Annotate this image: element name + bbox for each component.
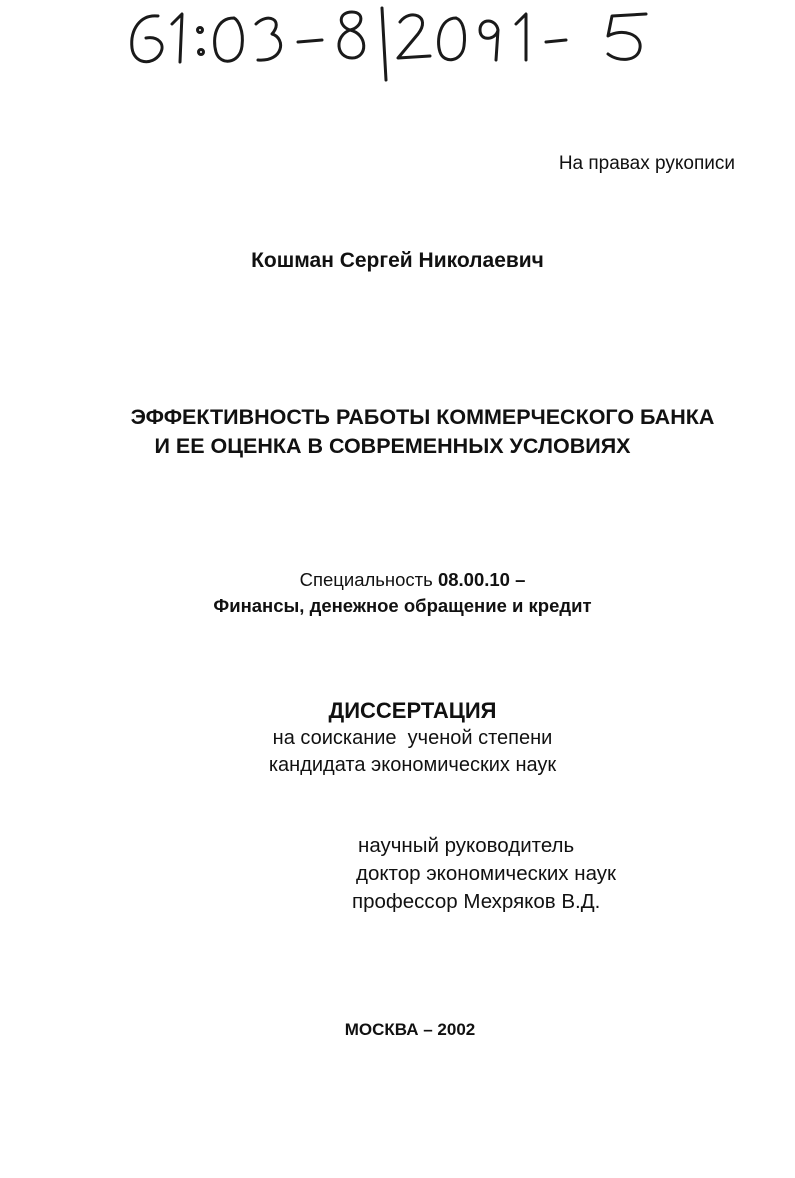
dissertation-heading: ДИССЕРТАЦИЯ — [328, 698, 497, 723]
dissertation-title — [0, 403, 795, 461]
supervisor-name: профессор Мехряков В.Д. — [352, 890, 601, 913]
supervisor-degree: доктор экономических наук — [356, 862, 616, 885]
degree-line-2: кандидата экономических наук — [268, 754, 557, 776]
title-line-2: И ЕЕ ОЦЕНКА В СОВРЕМЕННЫХ УСЛОВИЯХ — [154, 434, 631, 458]
specialty-code: 08.00.10 – — [437, 569, 526, 590]
degree-line-1: на соискание ученой степени — [272, 727, 553, 749]
degree-block — [0, 725, 795, 779]
supervisor-block — [352, 832, 616, 916]
handwritten-archive-number — [118, 0, 678, 90]
specialty-block — [0, 567, 795, 619]
city-year: МОСКВА – 2002 — [344, 1020, 476, 1039]
manuscript-rights-note: На правах рукописи — [558, 153, 735, 174]
title-line-1: ЭФФЕКТИВНОСТЬ РАБОТЫ КОММЕРЧЕСКОГО БАНКА — [130, 405, 715, 429]
author-name: Кошман Сергей Николаевич — [251, 249, 544, 272]
supervisor-role: научный руководитель — [358, 834, 575, 857]
specialty-label: Специальность — [299, 569, 433, 590]
specialty-name: Финансы, денежное обращение и кредит — [213, 595, 592, 616]
